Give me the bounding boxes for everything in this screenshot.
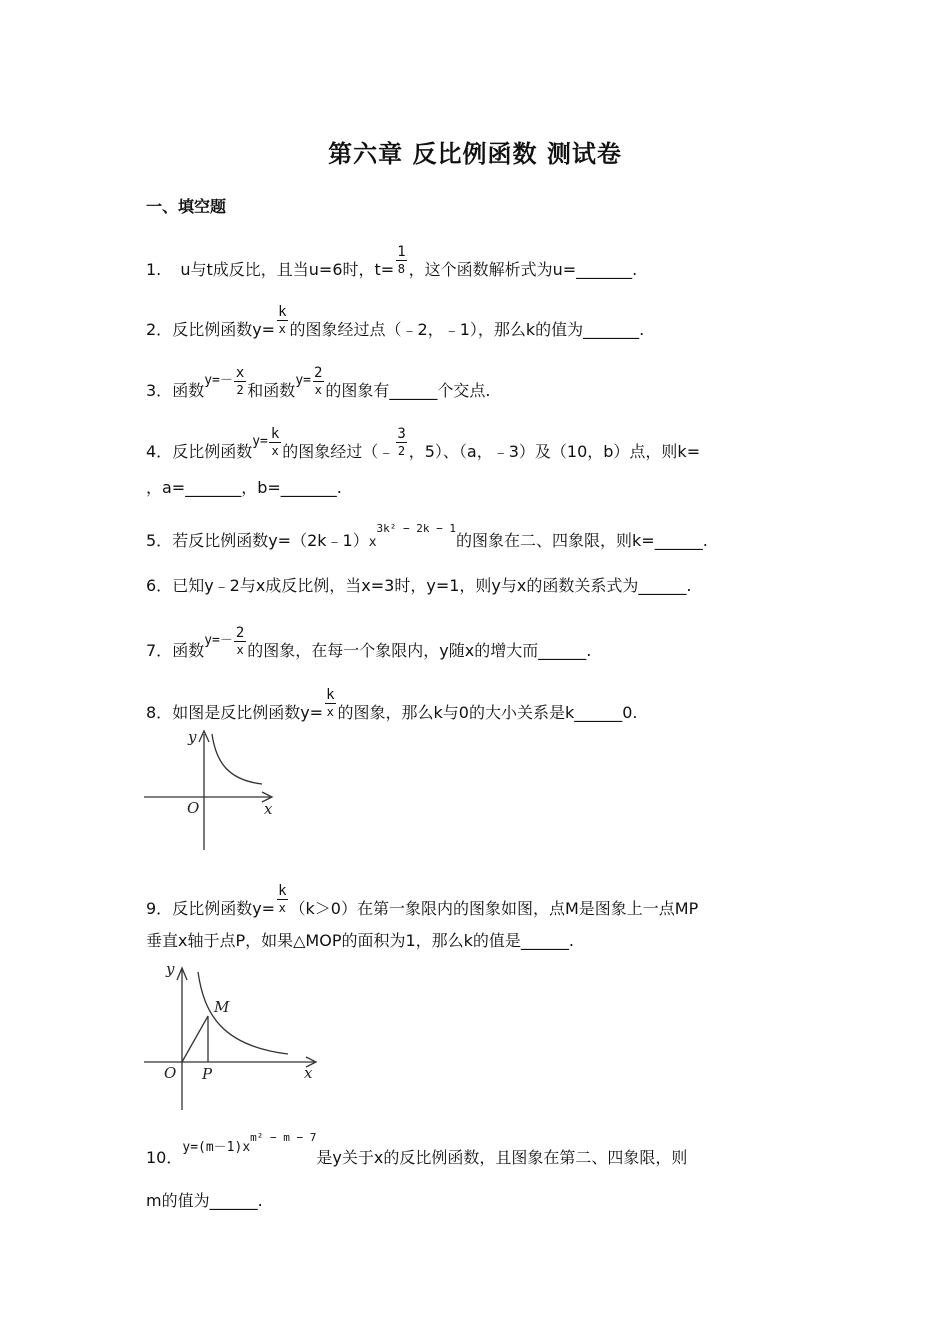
equation: y=(m－1) — [182, 1140, 243, 1155]
hyperbola-curve — [198, 972, 288, 1054]
origin-label: O — [187, 799, 200, 817]
question-text: 和函数 — [247, 381, 296, 400]
fraction — [234, 365, 246, 398]
denominator: x — [271, 444, 279, 458]
numerator: k — [270, 426, 280, 442]
question-text: 反比例函数y= — [172, 320, 276, 339]
x-axis-label: x — [264, 800, 273, 818]
numerator: 2 — [313, 365, 323, 381]
fraction — [395, 244, 407, 277]
power-base: x — [242, 1140, 251, 1155]
question-number: 10． — [146, 1148, 183, 1167]
question-10 — [146, 1131, 688, 1171]
y-axis-label: y — [166, 960, 175, 978]
denominator: x — [236, 643, 244, 657]
question-10-line-2: m的值为______. — [146, 1191, 263, 1210]
question-9-line-2: 垂直x轴于点P，如果△MOP的面积为1，那么k的值是______. — [146, 931, 575, 950]
denominator: 2 — [397, 444, 406, 458]
denominator: x — [278, 901, 286, 915]
equation: y=－ — [204, 633, 233, 648]
question-text: 如图是反比例函数y= — [172, 703, 324, 722]
question-text: 的图象在二、四象限，则k=______. — [456, 531, 708, 550]
graph-q9 — [142, 958, 332, 1114]
equation: y= — [295, 373, 311, 388]
question-9 — [146, 883, 699, 926]
question-number: 9． — [146, 899, 173, 918]
point-p-label: P — [202, 1065, 213, 1083]
question-text: 函数 — [172, 381, 205, 400]
question-text: 的图象，在每一个象限内，y随x的增大而______. — [247, 641, 592, 660]
page-title: 第六章 反比例函数 测试卷 — [328, 140, 622, 168]
question-text: ，5）、（a，﹣3）及（10，b）点，则k= — [408, 442, 701, 461]
graph-q8 — [142, 726, 282, 854]
section-heading: 一、填空题 — [146, 197, 227, 216]
question-text: ，这个函数解析式为u=_______. — [408, 260, 638, 279]
fraction — [324, 687, 336, 720]
fraction — [276, 883, 288, 916]
question-4 — [146, 426, 701, 469]
hyperbola-curve — [212, 734, 262, 784]
origin-label: O — [164, 1064, 177, 1082]
question-number: 8． — [146, 703, 173, 722]
denominator: x — [278, 322, 286, 336]
power-exponent: m² − m − 7 — [250, 1131, 317, 1144]
question-text: 的图象经过点（﹣2，﹣1），那么k的值为_______. — [289, 320, 645, 339]
fraction — [269, 426, 281, 459]
question-number: 2． — [146, 320, 173, 339]
question-text: 的图象有______个交点. — [325, 381, 491, 400]
question-text: 的图象经过（﹣ — [282, 442, 395, 461]
denominator: x — [314, 383, 322, 397]
question-number: 5． — [146, 531, 173, 550]
x-axis-label: x — [304, 1064, 313, 1082]
question-2 — [146, 304, 645, 347]
segment-om — [182, 1016, 208, 1062]
question-6 — [146, 575, 691, 597]
numerator: k — [278, 883, 287, 899]
numerator: 3 — [397, 426, 406, 442]
numerator: x — [235, 365, 245, 381]
question-text: 若反比例函数y=（2k﹣1） — [172, 531, 369, 550]
fraction — [234, 625, 246, 658]
denominator: x — [326, 705, 334, 719]
numerator: 2 — [235, 625, 245, 641]
question-5 — [146, 522, 708, 554]
power-base: x — [368, 535, 377, 550]
denominator: 8 — [397, 262, 406, 276]
question-number: 1. — [146, 260, 162, 279]
question-text: 反比例函数 — [172, 442, 253, 461]
numerator: 1 — [397, 244, 406, 260]
fraction — [276, 304, 288, 337]
question-7 — [146, 625, 592, 668]
power-exponent: 3k² − 2k − 1 — [376, 522, 457, 535]
numerator: k — [278, 304, 287, 320]
question-number: 7． — [146, 641, 173, 660]
question-4-line-2: ，a=_______，b=_______. — [146, 478, 342, 497]
question-text: 的图象，那么k与0的大小关系是k______0. — [337, 703, 638, 722]
denominator: 2 — [236, 383, 244, 397]
equation: y= — [252, 434, 268, 449]
question-text: 是y关于x的反比例函数，且图象在第二、四象限，则 — [316, 1148, 688, 1167]
question-text: 反比例函数y= — [172, 899, 276, 918]
equation: y=－ — [204, 373, 233, 388]
question-1 — [146, 244, 638, 287]
y-axis-label: y — [188, 728, 197, 746]
question-number: 3． — [146, 381, 173, 400]
fraction — [312, 365, 324, 398]
question-text: u与t成反比，且当u=6时，t= — [180, 260, 395, 279]
question-3 — [146, 365, 491, 408]
question-text: 函数 — [172, 641, 205, 660]
question-text: （k＞0）在第一象限内的图象如图，点M是图象上一点MP — [289, 899, 699, 918]
fraction — [395, 426, 407, 459]
numerator: k — [326, 687, 335, 703]
point-m-label: M — [214, 998, 230, 1016]
question-number: 6． — [146, 576, 173, 595]
question-number: 4． — [146, 442, 173, 461]
question-text: 已知y﹣2与x成反比例，当x=3时，y=1，则y与x的函数关系式为______. — [172, 576, 692, 595]
